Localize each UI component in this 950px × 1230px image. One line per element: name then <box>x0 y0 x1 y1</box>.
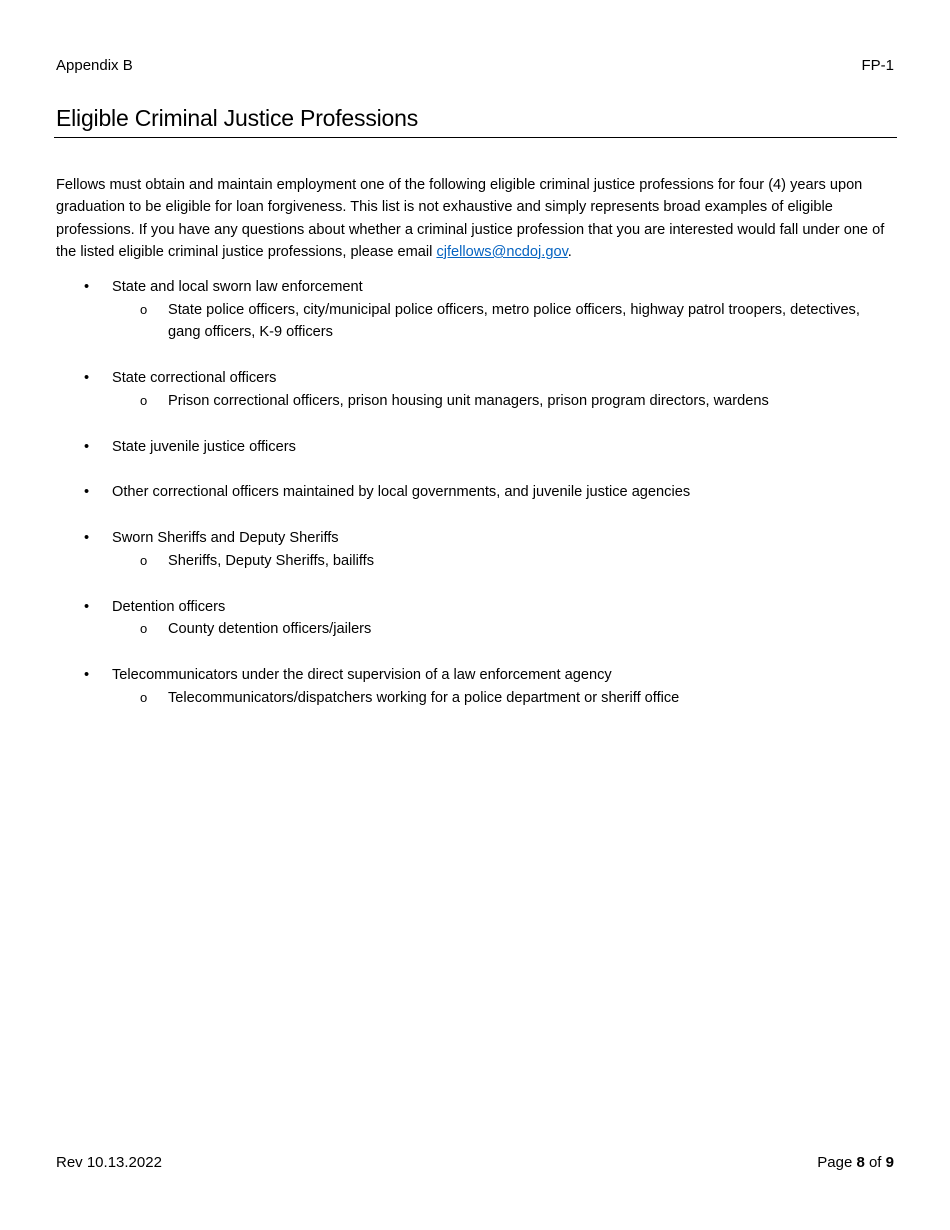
intro-text: Fellows must obtain and maintain employment one of the following eligible criminal justice professions for four (4) years upon graduation to be eligible for loan forgiveness. This list is not exhaustive and simply represents broad examples of eligible professions. If you have any questions about whether a criminal justice profession that you are interested would fall under one of the listed eligible criminal justice professions, please email <box>56 177 885 260</box>
bullet-icon: • <box>84 667 90 683</box>
sub-bullet-icon: o <box>140 302 148 317</box>
sub-bullet-icon: o <box>140 621 148 636</box>
bullet-icon: • <box>84 370 90 386</box>
header-appendix-label: Appendix B <box>56 57 133 74</box>
profession-label: State and local sworn law enforcement <box>112 279 363 295</box>
page-total: 9 <box>885 1154 894 1171</box>
bullet-icon: • <box>84 279 90 295</box>
page-title: Eligible Criminal Justice Professions <box>56 105 419 131</box>
profession-sub-label: County detention officers/jailers <box>168 621 372 637</box>
title-divider <box>54 137 897 138</box>
page-of: of <box>864 1154 886 1171</box>
email-link[interactable]: cjfellows@ncdoj.gov <box>436 243 568 260</box>
sub-bullet-icon: o <box>140 553 148 568</box>
bullet-icon: • <box>84 484 90 500</box>
profession-label: Telecommunicators under the direct supervision of a law enforcement agency <box>112 667 612 683</box>
page-word: Page <box>817 1154 857 1171</box>
bullet-icon: • <box>84 599 90 615</box>
sub-bullet-icon: o <box>140 690 148 705</box>
bullet-icon: • <box>84 530 90 546</box>
sub-bullet-icon: o <box>140 393 148 408</box>
bullet-icon: • <box>84 439 90 455</box>
profession-sub-label: Sheriffs, Deputy Sheriffs, bailiffs <box>168 553 375 569</box>
intro-paragraph <box>56 174 898 263</box>
profession-label: Detention officers <box>112 599 226 615</box>
intro-period: . <box>567 243 572 260</box>
footer-page-number <box>817 1154 894 1171</box>
profession-sub-label: Telecommunicators/dispatchers working for a police department or sheriff office <box>168 690 680 706</box>
profession-label: Sworn Sheriffs and Deputy Sheriffs <box>112 530 339 546</box>
profession-label: Other correctional officers maintained by local governments, and juvenile justice agencies <box>112 484 691 500</box>
footer-revision: Rev 10.13.2022 <box>56 1154 162 1171</box>
profession-sub-label: State police officers, city/municipal police officers, metro police officers, highway patrol troopers, detectives, gang officers, K-9 officers <box>168 302 860 341</box>
profession-sub-label: Prison correctional officers, prison housing unit managers, prison program directors, wardens <box>168 393 769 409</box>
profession-label: State juvenile justice officers <box>112 439 296 455</box>
header-form-code: FP-1 <box>861 57 894 74</box>
profession-label: State correctional officers <box>112 370 277 386</box>
page-current: 8 <box>856 1154 865 1171</box>
